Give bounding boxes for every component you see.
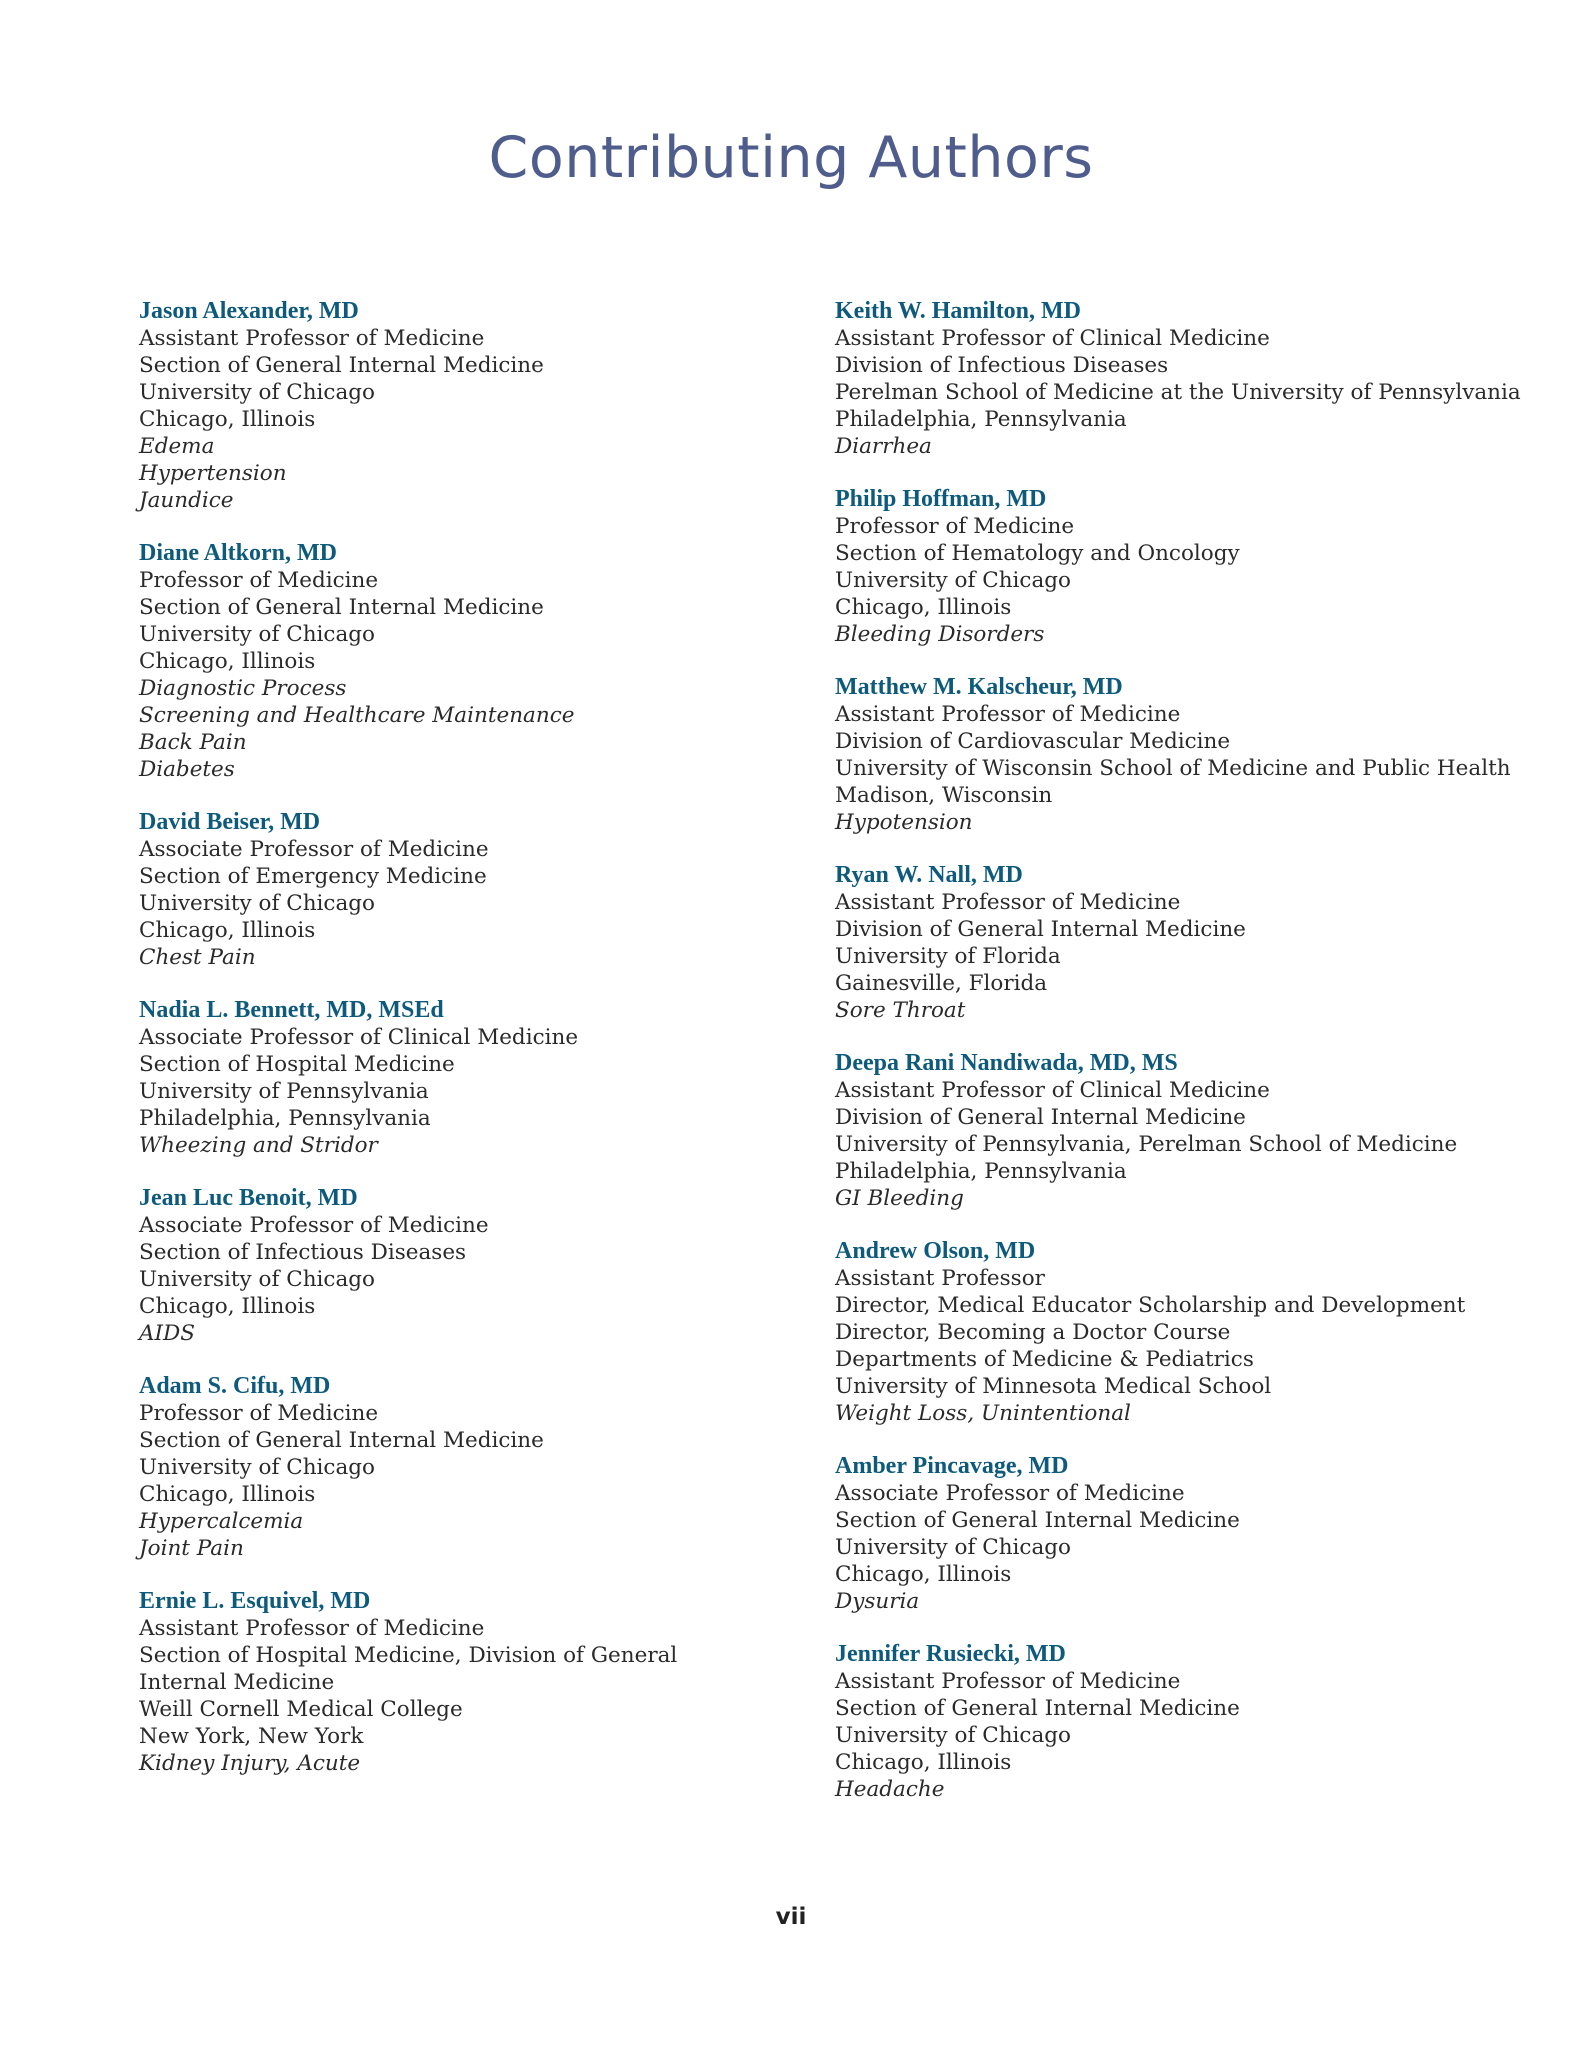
author-affiliation-line: University of Minnesota Medical School bbox=[835, 1374, 1272, 1399]
author-affiliation-line: Division of Cardiovascular Medicine bbox=[835, 729, 1231, 754]
author-entry bbox=[835, 1238, 1535, 1427]
author-affiliation-line: Director, Becoming a Doctor Course bbox=[835, 1320, 1231, 1345]
author-affiliation-line: University of Pennsylvania, Perelman School of Medicine bbox=[835, 1132, 1458, 1157]
author-name: David Beiser, MD bbox=[139, 809, 321, 835]
author-affiliation-line: University of Chicago bbox=[139, 622, 375, 647]
author-affiliation-line: Chicago, Illinois bbox=[139, 649, 316, 674]
authors-column-left bbox=[139, 298, 839, 1803]
author-entry bbox=[139, 1588, 839, 1777]
author-affiliation-line: University of Chicago bbox=[139, 1455, 375, 1480]
author-affiliation-line: Chicago, Illinois bbox=[835, 595, 1012, 620]
author-affiliation-line: Assistant Professor of Clinical Medicine bbox=[835, 326, 1270, 351]
chapter-topic: Hypertension bbox=[139, 461, 287, 486]
author-affiliation-line: Associate Professor of Medicine bbox=[139, 837, 489, 862]
author-affiliation-line: Professor of Medicine bbox=[835, 514, 1075, 539]
author-affiliation-line: Assistant Professor of Medicine bbox=[835, 890, 1181, 915]
author-affiliation-line: Associate Professor of Medicine bbox=[835, 1481, 1185, 1506]
author-affiliation-line: Assistant Professor of Medicine bbox=[835, 702, 1181, 727]
author-affiliation-line: Assistant Professor of Clinical Medicine bbox=[835, 1078, 1270, 1103]
author-affiliation-line: Professor of Medicine bbox=[139, 568, 379, 593]
author-affiliation-line: Assistant Professor of Medicine bbox=[835, 1669, 1181, 1694]
author-affiliation-line: Associate Professor of Clinical Medicine bbox=[139, 1025, 579, 1050]
chapter-topic: AIDS bbox=[139, 1321, 195, 1346]
author-affiliation-line: Section of General Internal Medicine bbox=[139, 595, 544, 620]
author-affiliation-line: Assistant Professor of Medicine bbox=[139, 1616, 485, 1641]
author-affiliation-line: Perelman School of Medicine at the University of Pennsylvania bbox=[835, 380, 1521, 405]
author-affiliation-line: Chicago, Illinois bbox=[835, 1750, 1012, 1775]
author-affiliation-line: Division of Infectious Diseases bbox=[835, 353, 1169, 378]
chapter-topic: Sore Throat bbox=[835, 998, 966, 1023]
author-affiliation-line: Section of Hematology and Oncology bbox=[835, 541, 1240, 566]
author-affiliation-line: Philadelphia, Pennsylvania bbox=[835, 1159, 1127, 1184]
chapter-topic: Wheezing and Stridor bbox=[139, 1133, 378, 1158]
author-affiliation-line: Division of General Internal Medicine bbox=[835, 917, 1246, 942]
chapter-topic: Hypotension bbox=[835, 810, 973, 835]
chapter-topic: Diarrhea bbox=[835, 434, 932, 459]
author-name: Keith W. Hamilton, MD bbox=[835, 298, 1082, 324]
chapter-topic: Dysuria bbox=[835, 1589, 920, 1614]
author-affiliation-line: University of Chicago bbox=[139, 1267, 375, 1292]
author-entry bbox=[835, 1050, 1535, 1212]
chapter-topic: Joint Pain bbox=[139, 1536, 244, 1561]
author-affiliation-line: Chicago, Illinois bbox=[139, 1482, 316, 1507]
author-affiliation-line: Associate Professor of Medicine bbox=[139, 1213, 489, 1238]
author-name: Nadia L. Bennett, MD, MSEd bbox=[139, 997, 444, 1023]
author-affiliation-line: Section of Hospital Medicine, Division of General bbox=[139, 1643, 678, 1668]
author-name: Adam S. Cifu, MD bbox=[139, 1373, 331, 1399]
author-affiliation-line: Section of Emergency Medicine bbox=[139, 864, 487, 889]
chapter-topic: Back Pain bbox=[139, 730, 247, 755]
author-entry bbox=[139, 809, 839, 971]
chapter-topic: Diagnostic Process bbox=[139, 676, 347, 701]
page-number: vii bbox=[775, 1904, 807, 1930]
author-entry bbox=[139, 1373, 839, 1562]
author-affiliation-line: Philadelphia, Pennsylvania bbox=[139, 1106, 431, 1131]
author-name: Amber Pincavage, MD bbox=[835, 1453, 1069, 1479]
chapter-topic: Diabetes bbox=[139, 757, 235, 782]
author-affiliation-line: Section of General Internal Medicine bbox=[139, 353, 544, 378]
chapter-topic: Weight Loss, Unintentional bbox=[835, 1401, 1131, 1426]
author-name: Jennifer Rusiecki, MD bbox=[835, 1641, 1066, 1667]
author-affiliation-line: Director, Medical Educator Scholarship and Development bbox=[835, 1293, 1466, 1318]
author-entry bbox=[139, 540, 839, 783]
author-affiliation-line: Madison, Wisconsin bbox=[835, 783, 1053, 808]
chapter-topic: Screening and Healthcare Maintenance bbox=[139, 703, 575, 728]
author-affiliation-line: University of Chicago bbox=[139, 891, 375, 916]
author-affiliation-line: Chicago, Illinois bbox=[835, 1562, 1012, 1587]
author-entry bbox=[139, 298, 839, 514]
author-affiliation-line: Gainesville, Florida bbox=[835, 971, 1048, 996]
author-entry bbox=[835, 674, 1535, 836]
author-affiliation-line: Weill Cornell Medical College bbox=[139, 1697, 463, 1722]
author-affiliation-line: University of Chicago bbox=[835, 568, 1071, 593]
author-affiliation-line: Chicago, Illinois bbox=[139, 407, 316, 432]
author-entry bbox=[835, 298, 1535, 460]
author-affiliation-line: University of Wisconsin School of Medicine and Public Health bbox=[835, 756, 1511, 781]
author-name: Diane Altkorn, MD bbox=[139, 540, 337, 566]
chapter-topic: Hypercalcemia bbox=[139, 1509, 304, 1534]
author-affiliation-line: University of Chicago bbox=[835, 1723, 1071, 1748]
chapter-topic: Edema bbox=[139, 434, 215, 459]
author-affiliation-line: Departments of Medicine & Pediatrics bbox=[835, 1347, 1254, 1372]
author-affiliation-line: Division of General Internal Medicine bbox=[835, 1105, 1246, 1130]
author-affiliation-line: Assistant Professor bbox=[835, 1266, 1045, 1291]
author-affiliation-line: University of Pennsylvania bbox=[139, 1079, 429, 1104]
author-name: Deepa Rani Nandiwada, MD, MS bbox=[835, 1050, 1178, 1076]
author-entry bbox=[139, 997, 839, 1159]
author-affiliation-line: Section of Infectious Diseases bbox=[139, 1240, 467, 1265]
author-affiliation-line: University of Chicago bbox=[139, 380, 375, 405]
author-affiliation-line: University of Chicago bbox=[835, 1535, 1071, 1560]
author-affiliation-line: Section of General Internal Medicine bbox=[139, 1428, 544, 1453]
chapter-topic: GI Bleeding bbox=[835, 1186, 964, 1211]
author-name: Andrew Olson, MD bbox=[835, 1238, 1036, 1264]
author-affiliation-line: Professor of Medicine bbox=[139, 1401, 379, 1426]
author-affiliation-line: Section of Hospital Medicine bbox=[139, 1052, 455, 1077]
author-name: Matthew M. Kalscheur, MD bbox=[835, 674, 1123, 700]
author-affiliation-line: Section of General Internal Medicine bbox=[835, 1696, 1240, 1721]
author-entry bbox=[835, 486, 1535, 648]
author-affiliation-line: Chicago, Illinois bbox=[139, 918, 316, 943]
author-affiliation-line: Assistant Professor of Medicine bbox=[139, 326, 485, 351]
chapter-topic: Jaundice bbox=[139, 488, 234, 513]
chapter-topic: Chest Pain bbox=[139, 945, 256, 970]
author-affiliation-line: New York, New York bbox=[139, 1724, 364, 1749]
chapter-topic: Bleeding Disorders bbox=[835, 622, 1045, 647]
author-affiliation-line: Internal Medicine bbox=[139, 1670, 335, 1695]
author-affiliation-line: Section of General Internal Medicine bbox=[835, 1508, 1240, 1533]
author-affiliation-line: University of Florida bbox=[835, 944, 1061, 969]
author-entry bbox=[139, 1185, 839, 1347]
author-name: Ryan W. Nall, MD bbox=[835, 862, 1023, 888]
author-name: Jean Luc Benoit, MD bbox=[139, 1185, 358, 1211]
author-entry bbox=[835, 1453, 1535, 1615]
author-name: Ernie L. Esquivel, MD bbox=[139, 1588, 371, 1614]
chapter-topic: Kidney Injury, Acute bbox=[139, 1751, 361, 1776]
authors-column-right bbox=[835, 298, 1535, 1829]
author-affiliation-line: Philadelphia, Pennsylvania bbox=[835, 407, 1127, 432]
page-title: Contributing Authors bbox=[488, 125, 1094, 191]
chapter-topic: Headache bbox=[835, 1777, 945, 1802]
author-entry bbox=[835, 1641, 1535, 1803]
author-affiliation-line: Chicago, Illinois bbox=[139, 1294, 316, 1319]
author-name: Philip Hoffman, MD bbox=[835, 486, 1047, 512]
author-name: Jason Alexander, MD bbox=[139, 298, 359, 324]
author-entry bbox=[835, 862, 1535, 1024]
